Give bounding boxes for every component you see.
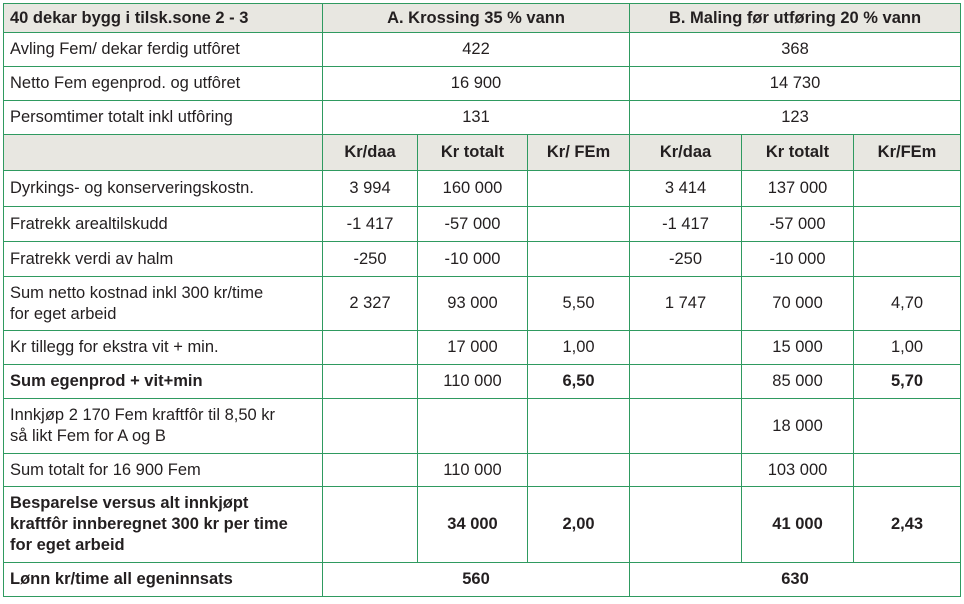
cell-a: 16 900 — [323, 67, 630, 101]
cell-b3: 2,43 — [854, 487, 961, 563]
row-label: Sum egenprod + vit+min — [4, 365, 323, 399]
cell-b3 — [854, 454, 961, 487]
cell-a: 131 — [323, 101, 630, 135]
table-row — [4, 33, 961, 67]
cell-a2: 110 000 — [418, 365, 528, 399]
cell-b3: 1,00 — [854, 331, 961, 365]
cell-b2: 70 000 — [742, 277, 854, 331]
cell-b2: -10 000 — [742, 242, 854, 277]
cell-a2: 34 000 — [418, 487, 528, 563]
cell-b3 — [854, 171, 961, 207]
cell-a1 — [323, 454, 418, 487]
table-row — [4, 101, 961, 135]
table-footer-row — [4, 563, 961, 597]
cell-a2: 160 000 — [418, 171, 528, 207]
table-title: 40 dekar bygg i tilsk.sone 2 - 3 — [4, 4, 323, 33]
cell-b1: 1 747 — [630, 277, 742, 331]
cell-b2: 85 000 — [742, 365, 854, 399]
cell-b2: 137 000 — [742, 171, 854, 207]
row-label-line: så likt Fem for A og B — [10, 427, 166, 445]
table-row — [4, 487, 961, 563]
cost-comparison-table — [3, 3, 961, 597]
cell-a2: -57 000 — [418, 207, 528, 242]
cell-b3: 4,70 — [854, 277, 961, 331]
row-label — [4, 277, 323, 331]
subheader-empty — [4, 135, 323, 171]
cell-a3 — [528, 171, 630, 207]
cell-b: 368 — [630, 33, 961, 67]
cell-a3: 2,00 — [528, 487, 630, 563]
cell-a3: 5,50 — [528, 277, 630, 331]
table-row — [4, 207, 961, 242]
cell-a3 — [528, 399, 630, 454]
cell-a1: -250 — [323, 242, 418, 277]
row-label-line: kraftfôr innberegnet 300 kr per time — [10, 515, 288, 533]
table-row — [4, 454, 961, 487]
table-row — [4, 277, 961, 331]
subheader-b-kr-daa: Kr/daa — [630, 135, 742, 171]
row-label-line: Innkjøp 2 170 Fem kraftfôr til 8,50 kr — [10, 406, 276, 424]
cell-b1 — [630, 399, 742, 454]
cell-a3 — [528, 454, 630, 487]
cell-a1: 3 994 — [323, 171, 418, 207]
cell-b1 — [630, 487, 742, 563]
cell-b1 — [630, 365, 742, 399]
row-label — [4, 399, 323, 454]
subheader-row — [4, 135, 961, 171]
cell-b: 14 730 — [630, 67, 961, 101]
row-label-line: Besparelse versus alt innkjøpt — [10, 494, 249, 512]
table-row — [4, 365, 961, 399]
cell-b1: -1 417 — [630, 207, 742, 242]
cell-b1: -250 — [630, 242, 742, 277]
cell-a3: 1,00 — [528, 331, 630, 365]
cell-b1: 3 414 — [630, 171, 742, 207]
cell-b3 — [854, 242, 961, 277]
cell-a1 — [323, 365, 418, 399]
row-label-line: for eget arbeid — [10, 304, 117, 323]
cell-b: 123 — [630, 101, 961, 135]
row-label: Kr tillegg for ekstra vit + min. — [4, 331, 323, 365]
cell-b2: -57 000 — [742, 207, 854, 242]
cell-a: 422 — [323, 33, 630, 67]
cell-a2: -10 000 — [418, 242, 528, 277]
subheader-b-kr-fem: Kr/FEm — [854, 135, 961, 171]
cell-a3 — [528, 242, 630, 277]
cell-b2: 103 000 — [742, 454, 854, 487]
table-row — [4, 67, 961, 101]
row-label: Fratrekk verdi av halm — [4, 242, 323, 277]
cell-b1 — [630, 331, 742, 365]
cell-a2: 17 000 — [418, 331, 528, 365]
table-row — [4, 171, 961, 207]
cell-b2: 41 000 — [742, 487, 854, 563]
subheader-a-kr-daa: Kr/daa — [323, 135, 418, 171]
cell-b2: 18 000 — [742, 399, 854, 454]
table-wrapper — [3, 3, 961, 597]
cell-b3: 5,70 — [854, 365, 961, 399]
cell-a3: 6,50 — [528, 365, 630, 399]
row-label: Dyrkings- og konserveringskostn. — [4, 171, 323, 207]
row-label-line: for eget arbeid — [10, 536, 125, 554]
cell-a2: 110 000 — [418, 454, 528, 487]
row-label: Persomtimer totalt inkl utfôring — [4, 101, 323, 135]
column-a-header: A. Krossing 35 % vann — [323, 4, 630, 33]
cell-a3 — [528, 207, 630, 242]
subheader-a-kr-fem: Kr/ FEm — [528, 135, 630, 171]
cell-a1 — [323, 331, 418, 365]
footer-b: 630 — [630, 563, 961, 597]
table-header-row — [4, 4, 961, 33]
cell-a1 — [323, 399, 418, 454]
row-label: Avling Fem/ dekar ferdig utfôret — [4, 33, 323, 67]
cell-b3 — [854, 399, 961, 454]
cell-a2: 93 000 — [418, 277, 528, 331]
cell-a1: -1 417 — [323, 207, 418, 242]
footer-a: 560 — [323, 563, 630, 597]
row-label: Sum totalt for 16 900 Fem — [4, 454, 323, 487]
subheader-b-kr-totalt: Kr totalt — [742, 135, 854, 171]
cell-b1 — [630, 454, 742, 487]
subheader-a-kr-totalt: Kr totalt — [418, 135, 528, 171]
table-row — [4, 331, 961, 365]
cell-a1: 2 327 — [323, 277, 418, 331]
row-label — [4, 487, 323, 563]
cell-a1 — [323, 487, 418, 563]
row-label-line: Sum netto kostnad inkl 300 kr/time — [10, 283, 264, 302]
cell-b2: 15 000 — [742, 331, 854, 365]
row-label: Netto Fem egenprod. og utfôret — [4, 67, 323, 101]
cell-b3 — [854, 207, 961, 242]
row-label: Fratrekk arealtilskudd — [4, 207, 323, 242]
column-b-header: B. Maling før utføring 20 % vann — [630, 4, 961, 33]
table-row — [4, 242, 961, 277]
cell-a2 — [418, 399, 528, 454]
footer-label: Lønn kr/time all egeninnsats — [4, 563, 323, 597]
table-row — [4, 399, 961, 454]
